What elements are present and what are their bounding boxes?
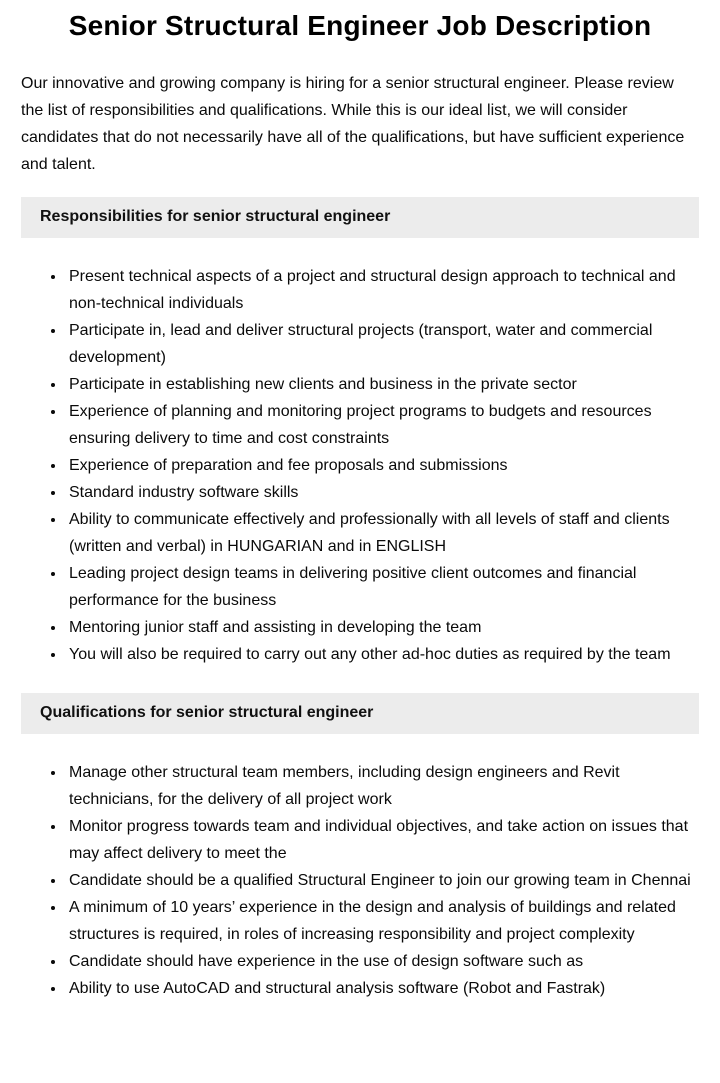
responsibility-list-item: • Experience of preparation and fee proposals and submissions — [66, 452, 699, 479]
responsibilities-section-header — [21, 197, 699, 238]
responsibility-list-item: • Participate in establishing new clients and business in the private sector — [66, 371, 699, 398]
qualifications-section-header — [21, 693, 699, 734]
qualifications-list — [21, 759, 699, 1002]
qualifications-section — [21, 693, 699, 1002]
intro-paragraph: Our innovative and growing company is hiring for a senior structural engineer. Please review the list of responsibilities and qualifications. While this is our ideal list, we will consider candidates that do not necessarily have all of the qualifications, but have sufficient experience and talent. — [21, 75, 685, 173]
responsibility-list-item: • Leading project design teams in delivering positive client outcomes and financial performance for the business — [66, 560, 699, 614]
qualification-list-item: • A minimum of 10 years’ experience in the design and analysis of buildings and related structures is required, in roles of increasing responsibility and project complexity — [66, 894, 699, 948]
responsibility-list-item: • Present technical aspects of a project and structural design approach to technical and non-technical individuals — [66, 263, 699, 317]
responsibility-list-item: • Mentoring junior staff and assisting in developing the team — [66, 614, 699, 641]
responsibilities-section — [21, 197, 699, 668]
responsibility-list-item: • Ability to communicate effectively and professionally with all levels of staff and clients (written and verbal) in HUNGARIAN and in ENGLISH — [66, 506, 699, 560]
page-title: Senior Structural Engineer Job Description — [68, 10, 652, 41]
qualification-list-item: • Candidate should be a qualified Structural Engineer to join our growing team in Chennai — [66, 867, 699, 894]
responsibilities-list — [21, 263, 699, 668]
qualifications-section-heading: Qualifications for senior structural engineer — [40, 704, 374, 721]
responsibility-list-item: • Standard industry software skills — [66, 479, 699, 506]
responsibilities-section-heading: Responsibilities for senior structural engineer — [40, 208, 391, 225]
qualification-list-item: • Ability to use AutoCAD and structural analysis software (Robot and Fastrak) — [66, 975, 699, 1002]
responsibility-list-item: • You will also be required to carry out any other ad-hoc duties as required by the team — [66, 641, 699, 668]
qualification-list-item: • Monitor progress towards team and individual objectives, and take action on issues that may affect delivery to meet the — [66, 813, 699, 867]
qualification-list-item: • Candidate should have experience in the use of design software such as — [66, 948, 699, 975]
responsibility-list-item: • Experience of planning and monitoring project programs to budgets and resources ensuring delivery to time and cost constraints — [66, 398, 699, 452]
qualification-list-item: • Manage other structural team members, including design engineers and Revit technicians, for the delivery of all project work — [66, 759, 699, 813]
responsibility-list-item: • Participate in, lead and deliver structural projects (transport, water and commercial development) — [66, 317, 699, 371]
